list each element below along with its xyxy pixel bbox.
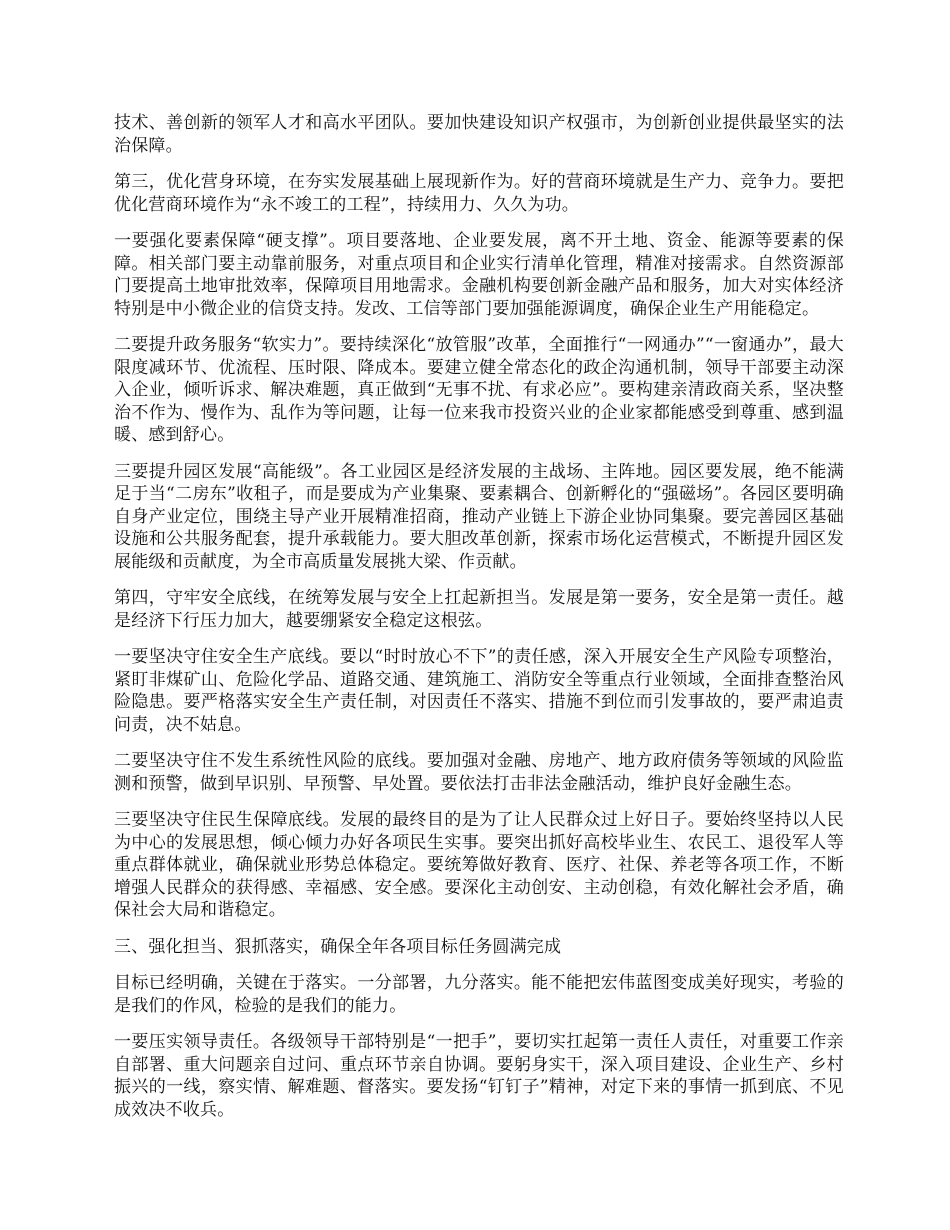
paragraph-factor-guarantee: 一要强化要素保障“硬支撑”。项目要落地、企业要发展，离不开土地、资金、能源等要素的保障。相关部门要主动靠前服务，对重点项目和企业实行清单化管理，精准对接需求。自然资源部门要提高土地审批效率，保障项目用地需求。金融机构要创新金融产品和服务，加大对实体经济特别是中小微企业的信贷支持。发改、工信等部门要加强能源调度，确保企业生产用能稳定。 (114, 231, 844, 319)
paragraph-business-environment-intro: 第三，优化营身环境，在夯实发展基础上展现新作为。好的营商环境就是生产力、竞争力。要把优化营商环境作为“永不竣工的工程”，持续用力、久久为功。 (114, 172, 844, 215)
paragraph-talent-legal: 技术、善创新的领军人才和高水平团队。要加快建设知识产权强市，为创新创业提供最坚实的法治保障。 (114, 113, 844, 156)
section-heading-implementation: 三、强化担当、狠抓落实，确保全年各项目标任务圆满完成 (114, 936, 562, 957)
paragraph-production-safety: 一要坚决守住安全生产底线。要以“时时放心不下”的责任感，深入开展安全生产风险专项整治，紧盯非煤矿山、危险化学品、道路交通、建筑施工、消防安全等重点行业领域，全面排查整治风险隐患。要严格落实安全生产责任制，对因责任不落实、措施不到位而引发事故的，要严肃追责问责，决不姑息。 (114, 647, 844, 735)
paragraph-implementation-intro: 目标已经明确，关键在于落实。一分部署，九分落实。能不能把宏伟蓝图变成美好现实，考验的是我们的作风，检验的是我们的能力。 (114, 973, 844, 1016)
paragraph-systemic-risk: 二要坚决守住不发生系统性风险的底线。要加强对金融、房地产、地方政府债务等领域的风险监测和预警，做到早识别、早预警、早处置。要依法打击非法金融活动，维护良好金融生态。 (114, 751, 844, 794)
paragraph-government-service: 二要提升政务服务“软实力”。要持续深化“放管服”改革，全面推行“一网通办”“一窗通办”，最大限度减环节、优流程、压时限、降成本。要建立健全常态化的政企沟通机制，领导干部要主动深入企业，倾听诉求、解决难题，真正做到“无事不扰、有求必应”。要构建亲清政商关系，坚决整治不作为、慢作为、乱作为等问题，让每一位来我市投资兴业的企业家都能感受到尊重、感到温暖、感到舒心。 (114, 335, 844, 445)
paragraph-leadership-responsibility: 一要压实领导责任。各级领导干部特别是“一把手”，要切实扛起第一责任人责任，对重要工作亲自部署、重大问题亲自过问、重点环节亲自协调。要躬身实干，深入项目建设、企业生产、乡村振兴的一线，察实情、解难题、督落实。要发扬“钉钉子”精神，对定下来的事情一抓到底、不见成效决不收兵。 (114, 1032, 844, 1120)
paragraph-industrial-park: 三要提升园区发展“高能级”。各工业园区是经济发展的主战场、主阵地。园区要发展，绝不能满足于当“二房东”收租子，而是要成为产业集聚、要素耦合、创新孵化的“强磁场”。各园区要明确自身产业定位，围绕主导产业开展精准招商，推动产业链上下游企业协同集聚。要完善园区基础设施和公共服务配套，提升承载能力。要大胆改革创新，探索市场化运营模式，不断提升园区发展能级和贡献度，为全市高质量发展挑大梁、作贡献。 (114, 461, 844, 572)
document-page (114, 112, 844, 1135)
paragraph-livelihood: 三要坚决守住民生保障底线。发展的最终目的是为了让人民群众过上好日子。要始终坚持以人民为中心的发展思想，倾心倾力办好各项民生实事。要突出抓好高校毕业生、农民工、退役军人等重点群体就业，确保就业形势总体稳定。要统筹做好教育、医疗、社保、养老等各项工作，不断增强人民群众的获得感、幸福感、安全感。要深化主动创安、主动创稳，有效化解社会矛盾，确保社会大局和谐稳定。 (114, 810, 844, 920)
paragraph-safety-intro: 第四，守牢安全底线，在统筹发展与安全上扛起新担当。发展是第一要务，安全是第一责任。越是经济下行压力加大，越要绷紧安全稳定这根弦。 (114, 588, 844, 631)
